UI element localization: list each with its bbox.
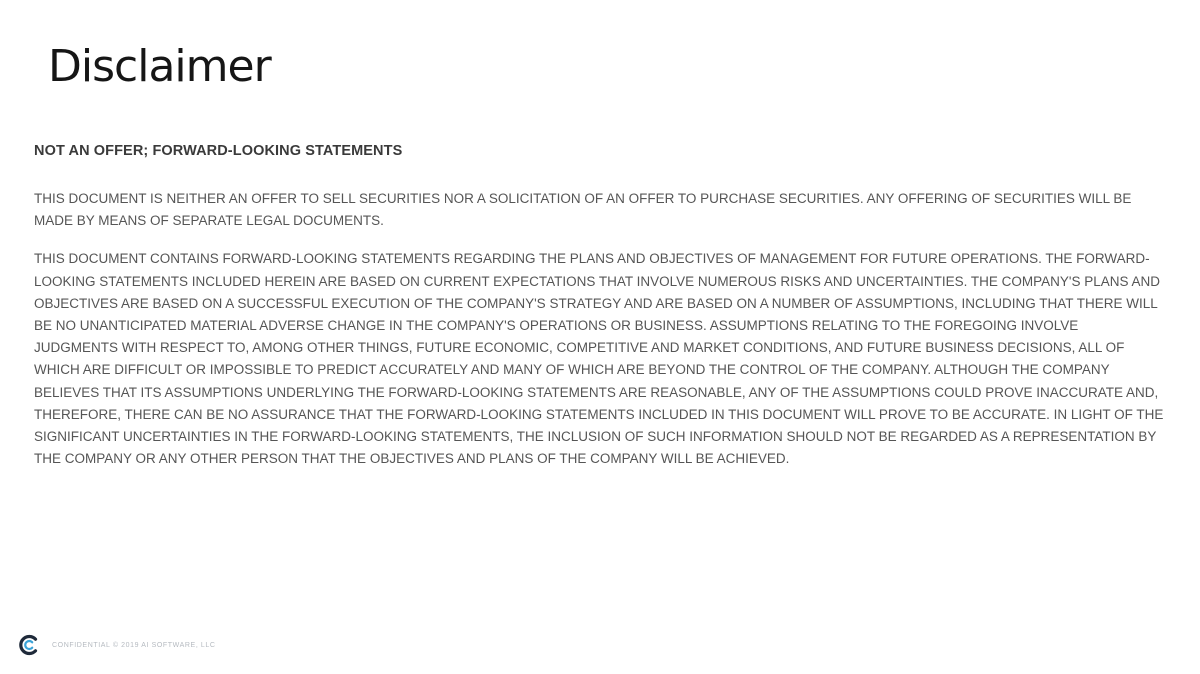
forward-looking-paragraph: THIS DOCUMENT CONTAINS FORWARD-LOOKING STATEMENTS REGARDING THE PLANS AND OBJECTIVES OF MANAGEMENT FOR FUTURE OPERATIONS. THE FORWARD-LOOKING STATEMENTS INCLUDED HEREIN ARE BASED ON CURRENT EXPECTATIONS THAT INVOLVE NUMEROUS RISKS AND UNCERTAINTIES. THE COMPANY'S PLANS AND OBJECTIVES ARE BASED ON A SUCCESSFUL EXECUTION OF THE COMPANY'S STRATEGY AND ARE BASED ON A NUMBER OF ASSUMPTIONS, INCLUDING THAT THERE WILL BE NO UNANTICIPATED MATERIAL ADVERSE CHANGE IN THE COMPANY'S OPERATIONS OR BUSINESS. ASSUMPTIONS RELATING TO THE FOREGOING INVOLVE JUDGMENTS WITH RESPECT TO, AMONG OTHER THINGS, FUTURE ECONOMIC, COMPETITIVE AND MARKET CONDITIONS, AND FUTURE BUSINESS DECISIONS, ALL OF WHICH ARE DIFFICULT OR IMPOSSIBLE TO PREDICT ACCURATELY AND MANY OF WHICH ARE BEYOND THE CONTROL OF THE COMPANY. ALTHOUGH THE COMPANY BELIEVES THAT ITS ASSUMPTIONS UNDERLYING THE FORWARD-LOOKING STATEMENTS ARE REASONABLE, ANY OF THE ASSUMPTIONS COULD PROVE INACCURATE AND, THEREFORE, THERE CAN BE NO ASSURANCE THAT THE FORWARD-LOOKING STATEMENTS INCLUDED IN THIS DOCUMENT WILL PROVE TO BE ACCURATE. IN LIGHT OF THE SIGNIFICANT UNCERTAINTIES IN THE FORWARD-LOOKING STATEMENTS, THE INCLUSION OF SUCH INFORMATION SHOULD NOT BE REGARDED AS A REPRESENTATION BY THE COMPANY OR ANY OTHER PERSON THAT THE OBJECTIVES AND PLANS OF THE COMPANY WILL BE ACHIEVED. bbox=[34, 251, 1164, 467]
disclaimer-section bbox=[34, 142, 1164, 486]
company-c-logo-icon bbox=[18, 634, 40, 656]
slide-title: Disclaimer bbox=[48, 41, 271, 92]
section-heading: NOT AN OFFER; FORWARD-LOOKING STATEMENTS bbox=[34, 143, 403, 159]
slide-footer bbox=[18, 634, 216, 656]
offer-paragraph: THIS DOCUMENT IS NEITHER AN OFFER TO SELL SECURITIES NOR A SOLICITATION OF AN OFFER TO PURCHASE SECURITIES. ANY OFFERING OF SECURITIES WILL BE MADE BY MEANS OF SEPARATE LEGAL DOCUMENTS. bbox=[34, 191, 1132, 229]
footer-copyright: CONFIDENTIAL © 2019 AI SOFTWARE, LLC bbox=[52, 641, 216, 649]
